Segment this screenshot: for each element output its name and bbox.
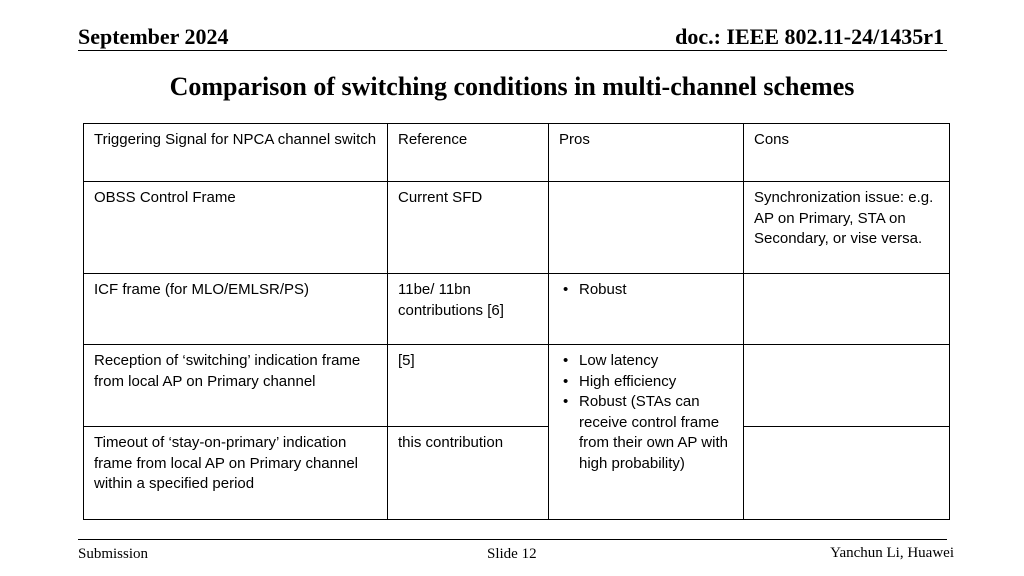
- header-cell: Triggering Signal for NPCA channel switch: [84, 124, 388, 182]
- table-cell: [549, 345, 744, 520]
- table-row: [84, 274, 950, 345]
- table-cell: Current SFD: [388, 182, 549, 274]
- pros-list: [559, 280, 733, 301]
- table-cell: Timeout of ‘stay-on-primary’ indication frame from local AP on Primary channel within a specified period: [84, 427, 388, 520]
- header-cell: Cons: [744, 124, 950, 182]
- pros-item: • High efficiency: [579, 372, 733, 393]
- footer-submission: Submission: [78, 546, 149, 562]
- table-cell: [744, 345, 950, 427]
- pros-item: • Robust: [579, 280, 733, 301]
- table-cell: Reception of ‘switching’ indication frame from local AP on Primary channel: [84, 345, 388, 427]
- table-row: [84, 182, 950, 274]
- table-cell: [549, 182, 744, 274]
- table-cell: ICF frame (for MLO/EMLSR/PS): [84, 274, 388, 345]
- footer-author: Yanchun Li, Huawei: [830, 545, 954, 561]
- footer-divider: [78, 539, 947, 540]
- header-cell: Reference: [388, 124, 549, 182]
- table-cell: [744, 274, 950, 345]
- footer-slide-number: Slide 12: [487, 546, 537, 562]
- pros-item: • Low latency: [579, 351, 733, 372]
- table-cell: Synchronization issue: e.g. AP on Primary, STA on Secondary, or vise versa.: [744, 182, 950, 274]
- header-cell: Pros: [549, 124, 744, 182]
- table-cell: [744, 427, 950, 520]
- pros-item: • Robust (STAs can receive control frame from their own AP with high probability): [579, 392, 733, 474]
- header-divider: [78, 50, 947, 51]
- header-doc-id: doc.: IEEE 802.11-24/1435r1: [675, 24, 944, 49]
- table-cell: [549, 274, 744, 345]
- table-cell: 11be/ 11bn contributions [6]: [388, 274, 549, 345]
- table-row: [84, 427, 950, 520]
- table-cell: this contribution: [388, 427, 549, 520]
- table-cell: OBSS Control Frame: [84, 182, 388, 274]
- slide-title: Comparison of switching conditions in multi-channel schemes: [169, 72, 855, 101]
- comparison-table: [83, 123, 950, 520]
- header-date: September 2024: [78, 24, 229, 49]
- table-cell: [5]: [388, 345, 549, 427]
- table-header-row: [84, 124, 950, 182]
- table-row: [84, 345, 950, 427]
- pros-list: [559, 351, 733, 474]
